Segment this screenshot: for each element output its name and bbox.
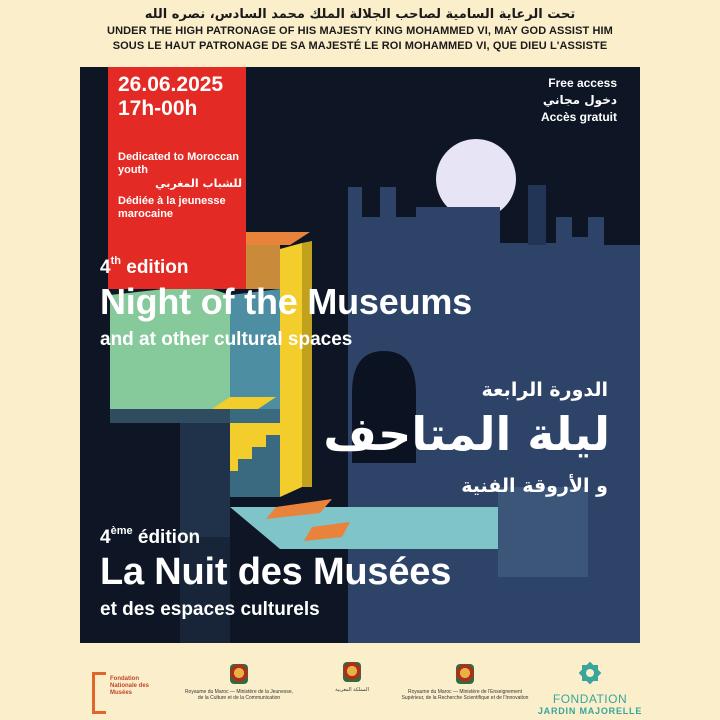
patronage-french: SOUS LE HAUT PATRONAGE DE SA MAJESTÉ LE ROI MOHAMMED VI, QUE DIEU L'ASSISTE: [112, 40, 608, 52]
title-english: Night of the Museums: [100, 281, 472, 322]
dedication-french: Dédiée à la jeunesse marocaine: [118, 195, 226, 220]
ministry-culture-text: Royaume du Maroc — Ministère de la Jeunesse, de la Culture et de la Communication: [184, 689, 294, 701]
edition-number: 4: [100, 527, 111, 548]
title-french: La Nuit des Musées: [100, 551, 452, 593]
subtitle-arabic: و الأروقة الفنية: [461, 475, 608, 497]
date-box: [108, 67, 246, 289]
patronage-header: [0, 6, 720, 54]
free-access-french: Accès gratuit: [540, 110, 617, 124]
edition-suffix: ème: [110, 525, 133, 537]
edition-word: edition: [120, 257, 189, 278]
edition-number: 4: [100, 257, 111, 278]
edition-arabic: الدورة الرابعة: [481, 379, 608, 401]
ministry-culture-logo: [184, 664, 294, 701]
patronage-english: UNDER THE HIGH PATRONAGE OF HIS MAJESTY KING MOHAMMED VI, MAY GOD ASSIST HIM: [107, 25, 613, 37]
dedication-english: Dedicated to Moroccan youth: [118, 151, 240, 176]
subtitle-english: and at other cultural spaces: [100, 329, 353, 350]
free-access-info: [541, 75, 617, 126]
edition-french: [100, 527, 200, 549]
subtitle-french: et des espaces culturels: [100, 599, 320, 620]
fjm-line2: JARDIN MAJORELLE: [537, 706, 643, 716]
majorelle-star-icon: [575, 658, 605, 688]
fnm-logo-text: Fondation Nationale des Musées: [110, 676, 150, 696]
free-access-english: Free access: [548, 76, 617, 90]
fondation-jardin-majorelle-logo: [535, 658, 645, 716]
ministry-higher-text: Royaume du Maroc — Ministère de l'Enseignement Supérieur, de la Recherche Scientifique et de l'Innovation: [401, 689, 529, 701]
title-arabic: ليلة المتاحف: [323, 407, 610, 461]
edition-english: [100, 257, 189, 279]
coat-of-arms-icon: [456, 664, 474, 684]
ministry-education-text: المملكة المغربية: [335, 687, 369, 693]
fjm-line1: FONDATION: [552, 692, 628, 706]
sponsor-logos: [0, 652, 720, 720]
dedication-arabic: للشباب المغربي: [155, 177, 242, 190]
ministry-education-logo: [322, 662, 382, 693]
edition-suffix: th: [110, 255, 121, 267]
ministry-higher-education-logo: [400, 664, 530, 701]
coat-of-arms-icon: [230, 664, 248, 684]
event-poster: [80, 67, 640, 643]
coat-of-arms-icon: [343, 662, 361, 682]
event-time: 17h-00h: [118, 97, 198, 120]
event-date: 26.06.2025: [118, 73, 224, 96]
free-access-arabic: دخول مجاني: [542, 93, 617, 107]
fnm-logo-icon: [92, 672, 106, 714]
edition-word: édition: [132, 527, 201, 548]
patronage-arabic: تحت الرعاية السامية لصاحب الجلالة الملك محمد السادس، نصره الله: [144, 7, 576, 22]
